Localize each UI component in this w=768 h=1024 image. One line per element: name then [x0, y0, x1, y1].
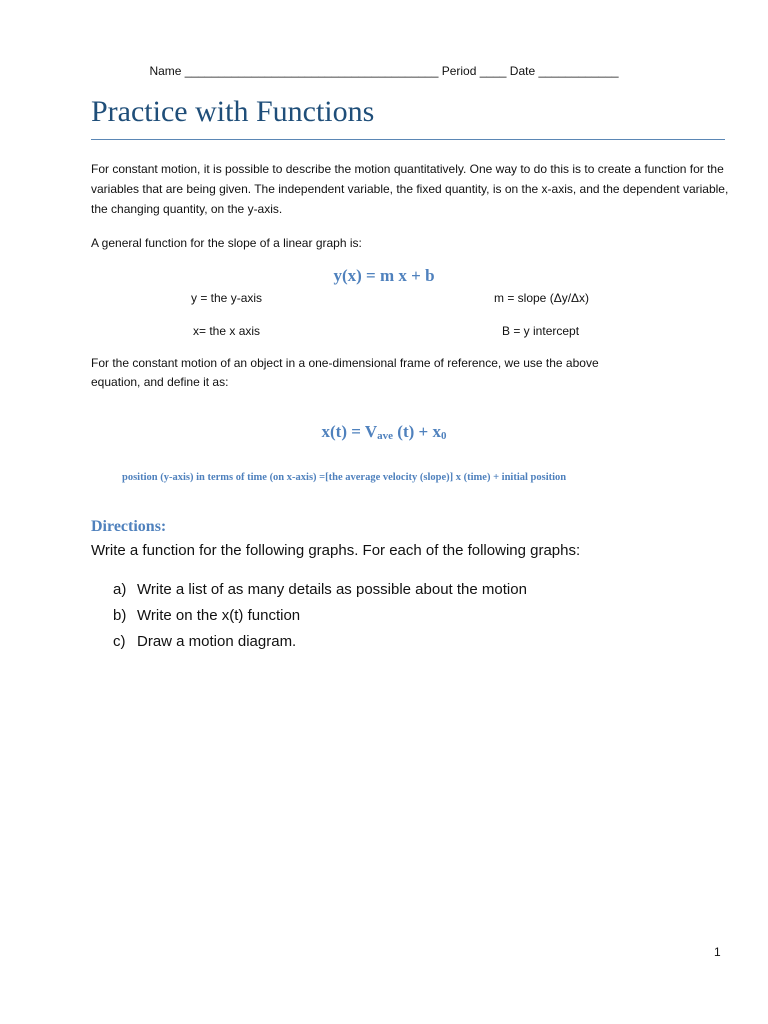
- equation-explanation: position (y-axis) in terms of time (on x-axis) =[the average velocity (slope)] x (time) + initial position: [122, 472, 567, 483]
- page-title: Practice with Functions: [91, 95, 375, 128]
- directions-list: [113, 579, 527, 657]
- page-number: 1: [714, 945, 721, 959]
- definition-m: m = slope (Δy/Δx): [494, 291, 590, 305]
- position-function-equation: [0, 422, 768, 442]
- list-marker: b): [113, 607, 127, 624]
- list-marker: a): [113, 581, 127, 598]
- eq2-subscript-ave: ave: [377, 430, 394, 442]
- intro-paragraph: For constant motion, it is possible to describe the motion quantitatively. One way to do this is to create a function for the variables that are being given. The independent variable, the fixed quantity, is on the x-axis, and the dependent variable, the changing quantity, on the y-axis.: [91, 162, 729, 216]
- list-item: [113, 631, 527, 657]
- linear-equation: y(x) = m x + b: [333, 266, 435, 285]
- eq2-part2: (t) + x: [393, 422, 441, 441]
- eq2-subscript-0: 0: [440, 430, 447, 442]
- definition-x: x= the x axis: [193, 324, 261, 338]
- directions-text: Write a function for the following graphs. For each of the following graphs:: [91, 542, 581, 559]
- list-marker: c): [113, 633, 126, 650]
- general-function-intro: A general function for the slope of a linear graph is:: [91, 236, 362, 250]
- list-item-text: Draw a motion diagram.: [137, 633, 297, 650]
- definition-y: y = the y-axis: [191, 291, 263, 305]
- list-item: [113, 605, 527, 631]
- title-underline: [91, 139, 725, 140]
- list-item-text: Write on the x(t) function: [137, 607, 301, 624]
- list-item: [113, 579, 527, 605]
- directions-heading: Directions:: [91, 518, 167, 535]
- name-period-date-line: Name ______________________________________ Period ____ Date ____________: [149, 64, 619, 78]
- list-item-text: Write a list of as many details as possible about the motion: [137, 581, 527, 598]
- definition-b: B = y intercept: [502, 324, 580, 338]
- eq2-part1: x(t) = V: [321, 422, 378, 441]
- constant-motion-paragraph: For the constant motion of an object in a one-dimensional frame of reference, we use the above equation, and define it as:: [91, 356, 599, 389]
